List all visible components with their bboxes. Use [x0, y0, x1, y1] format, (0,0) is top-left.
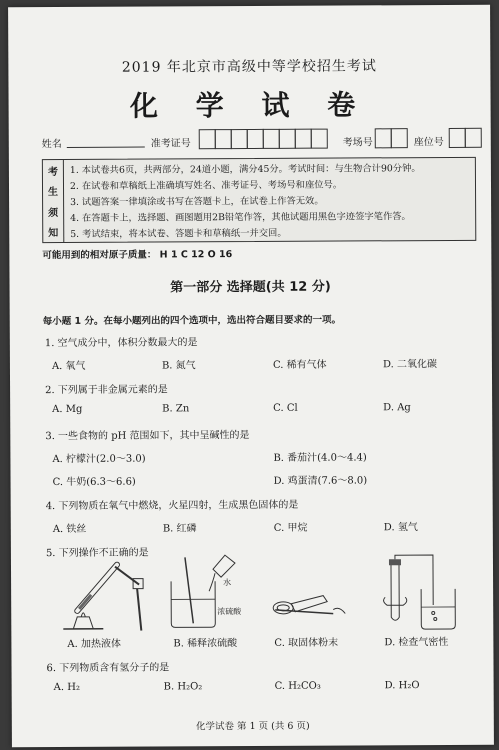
option: C. Cl — [273, 402, 298, 414]
option: A. 铁丝 — [52, 523, 87, 536]
airtightness-figure — [371, 553, 471, 632]
atomic-mass-line: 可能用到的相对原子质量： H 1 C 12 O 16 — [42, 249, 233, 262]
exam-paper — [8, 5, 494, 748]
option: B. 稀释浓硫酸 — [173, 638, 238, 650]
room-label: 考场号 — [342, 137, 373, 149]
option: A. 氧气 — [51, 360, 86, 373]
subject-title: 化 学 试 卷 — [129, 88, 370, 123]
option: A. 加热液体 — [67, 638, 122, 650]
instructions-head: 考 生 须 知 — [43, 160, 64, 242]
solid-powder-figure — [263, 585, 363, 626]
instruction-item: 3. 试题答案一律填涂或书写在答题卡上，在试卷上作答无效。 — [70, 195, 324, 208]
name-label: 姓名 — [41, 138, 62, 151]
option: B. 红磷 — [162, 523, 197, 535]
question-stem: 6. 下列物质含有氢分子的是 — [46, 662, 170, 675]
exam-no-boxes — [199, 129, 327, 150]
option: D. 二氧化碳 — [382, 359, 438, 371]
seat-label: 座位号 — [413, 136, 444, 149]
instructions-box — [42, 157, 476, 243]
option: B. 氮气 — [161, 360, 196, 372]
option: C. 取固体粉末 — [274, 637, 339, 649]
instruction-item: 4. 在答题卡上，选择题、画图题用2B铅笔作答，其他试题用黑色字迹签字笔作答。 — [70, 211, 411, 224]
option: C. 稀有气体 — [272, 359, 327, 371]
instruction-item: 2. 在试卷和草稿纸上准确填写姓名、准考证号、考场号和座位号。 — [69, 179, 343, 192]
option: C. H₂CO₃ — [274, 680, 321, 692]
option: D. H₂O — [384, 680, 420, 692]
heating-liquid-figure — [55, 555, 150, 633]
exam-title: 2019 年北京市高级中等学校招生考试 — [121, 58, 377, 76]
option: A. Mg — [52, 403, 83, 416]
instructions-list — [70, 161, 421, 243]
seat-boxes — [449, 128, 481, 148]
option: D. Ag — [383, 402, 411, 414]
exam-no-label: 准考证号 — [150, 138, 191, 150]
dilute-acid-figure — [161, 551, 251, 631]
option: B. H₂O₂ — [163, 681, 203, 693]
option: A. H₂ — [53, 681, 80, 694]
instruction-item: 1. 本试卷共6页，共两部分，24道小题，满分45分。考试时间：与生物合计90分钟。 — [69, 163, 421, 176]
instruction-item: 5. 考试结束，将本试卷、答题卡和草稿纸一并交回。 — [70, 227, 287, 240]
acid-label: 浓硫酸 — [217, 607, 242, 617]
page-footer: 化学试卷 第 1 页 (共 6 页) — [195, 720, 310, 733]
question-stem: 3. 一些食物的 pH 范围如下，其中呈碱性的是 — [45, 430, 250, 443]
water-label: 水 — [223, 578, 232, 588]
option: D. 鸡蛋清(7.6～8.0) — [273, 475, 368, 487]
option: D. 氢气 — [383, 522, 418, 534]
question-stem: 2. 下列属于非金属元素的是 — [45, 384, 168, 397]
option: A. 柠檬汁(2.0～3.0) — [52, 453, 146, 466]
option: C. 牛奶(6.3～6.6) — [52, 476, 136, 489]
question-stem: 4. 下列物质在氧气中燃烧，火星四射，生成黑色固体的是 — [45, 499, 299, 513]
name-field — [67, 147, 145, 148]
option: D. 检查气密性 — [384, 636, 449, 649]
option: B. 番茄汁(4.0～4.4) — [273, 452, 367, 464]
section-title: 第一部分 选择题(共 12 分) — [170, 279, 331, 296]
section-intro: 每小题 1 分。在每小题列出的四个选项中，选出符合题目要求的一项。 — [42, 314, 341, 328]
question-stem: 5. 下列操作不正确的是 — [45, 547, 149, 560]
option: B. Zn — [162, 403, 190, 415]
question-stem: 1. 空气成分中，体积分数最大的是 — [44, 337, 198, 350]
room-boxes — [375, 128, 407, 148]
option: C. 甲烷 — [273, 522, 308, 534]
